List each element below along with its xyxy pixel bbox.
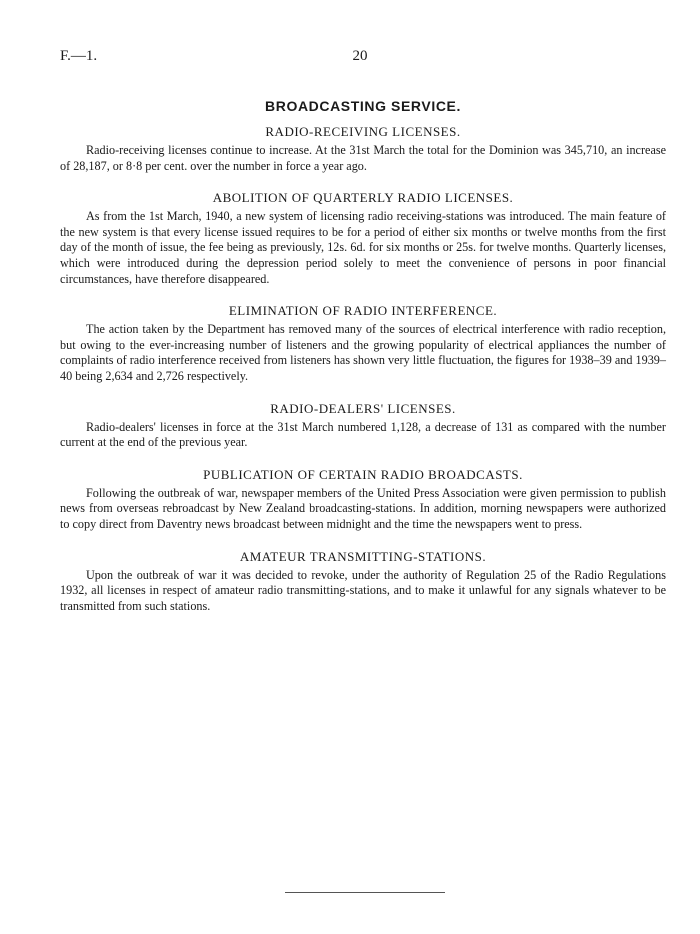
section-paragraph: Radio-receiving licenses continue to increase. At the 31st March the total for the Dominion was 345,710, an increase of 28,187, or 8·8 per cent. over the number in force a year ago. bbox=[60, 143, 666, 173]
footer-rule bbox=[285, 892, 445, 893]
section-publication-broadcasts bbox=[60, 467, 666, 533]
section-radio-dealers-licenses bbox=[60, 401, 666, 451]
page-content bbox=[60, 98, 666, 630]
section-abolition-quarterly-licenses bbox=[60, 190, 666, 287]
section-paragraph: Upon the outbreak of war it was decided to revoke, under the authority of Regulation 25 of the Radio Regulations 1932, all licenses in respect of amateur radio transmitting-stations, and to make it unlawful for any signals whatever to be transmitted from such stations. bbox=[60, 567, 666, 613]
section-heading: RADIO-RECEIVING LICENSES. bbox=[265, 124, 461, 139]
section-paragraph: As from the 1st March, 1940, a new system of licensing radio receiving-stations was introduced. The main feature of the new system is that every license issued requires to be for a period of either six months or twelve months from the first day of the month of issue, the fee being as previously, 12s. 6d. for six months or 25s. for twelve months. Quarterly licenses, which were introduced during the depression period solely to meet the convenience of persons in poor financial circumstances, have therefore disappeared. bbox=[60, 209, 666, 286]
report-reference: F.—1. bbox=[60, 48, 98, 64]
section-heading: PUBLICATION OF CERTAIN RADIO BROADCASTS. bbox=[203, 466, 523, 482]
page-header bbox=[0, 48, 700, 70]
page-title: BROADCASTING SERVICE. bbox=[265, 98, 461, 114]
section-paragraph: The action taken by the Department has removed many of the sources of electrical interference with radio reception, but owing to the ever-increasing number of listeners and the growing popularity of electrical appliances the number of complaints of radio interference received from listeners has shown very little fluctuation, the figures for 1938–39 and 1939–40 being 2,634 and 2,726 respectively. bbox=[60, 322, 666, 383]
section-amateur-stations bbox=[60, 549, 666, 615]
section-heading: ABOLITION OF QUARTERLY RADIO LICENSES. bbox=[212, 190, 514, 206]
page-number: 20 bbox=[352, 48, 368, 64]
section-radio-receiving-licenses bbox=[60, 124, 666, 174]
section-paragraph: Following the outbreak of war, newspaper members of the United Press Association were given permission to publish news from overseas rebroadcast by New Zealand broadcasting-stations. In addition, morning newspapers were authorized to copy direct from Daventry news broadcast between midnight and the time the newspapers went to press. bbox=[60, 485, 666, 531]
section-heading: RADIO-DEALERS' LICENSES. bbox=[270, 400, 456, 416]
section-heading: AMATEUR TRANSMITTING-STATIONS. bbox=[239, 548, 487, 564]
section-paragraph: Radio-dealers' licenses in force at the 31st March numbered 1,128, a decrease of 131 as compared with the number current at the end of the previous year. bbox=[60, 419, 666, 450]
section-radio-interference bbox=[60, 303, 666, 384]
section-heading: ELIMINATION OF RADIO INTERFERENCE. bbox=[228, 303, 498, 319]
